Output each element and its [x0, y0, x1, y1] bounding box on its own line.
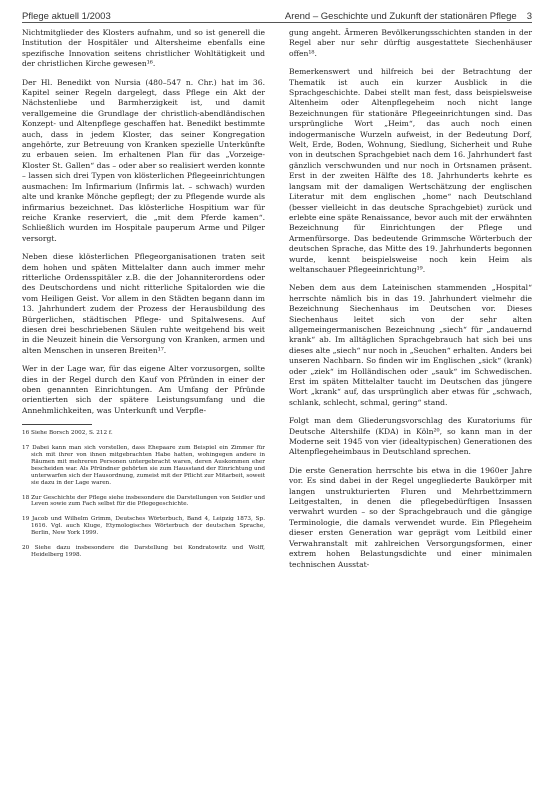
paragraph: Wer in der Lage war, für das eigene Alter vorzusorgen, sollte dies in der Regel durch den Kauf von Pfründen in einer der oben genannten Einrichtungen. Am Umfang der Pfründe orientierten sich der spätere Leistungsumfang und die Annehmlichkeiten, was Unterkunft und Verpfle- [22, 364, 265, 415]
running-header [22, 6, 532, 23]
footnote: 19 Jacob und Wilhelm Grimm, Deutsches Wörterbuch, Band 4, Leipzig 1873, Sp. 1616. Vgl. auch Kluge, Etymologisches Wörterbuch der deutschen Sprache, Berlin, New York 1999. [22, 516, 265, 537]
paragraph: Die erste Generation herrschte bis etwa in die 1960er Jahre vor. Es sind dabei in der Regel ungegliederte Baukörper mit langen unstrukturierten Fluren und Mehrbettzimmern Leitgestalten, in denen die pflegebedürftigen Insassen verwahrt wurden – so der Sprachgebrauch und die gängige Terminologie, die damals verwendet wurde. Ein Pflegeheim dieser ersten Generation war geprägt vom Leitbild einer Verwahranstalt mit zahlreichen Versorgungsformen, einer extrem hohen Belastungsdichte und einer minimalen technischen Ausstat- [289, 465, 532, 569]
footnote: 18 Zur Geschichte der Pflege siehe insbesondere die Darstellungen von Seidler und Leven sowie zum Fach selbst für die Pflegegeschichte. [22, 494, 265, 508]
header-right [285, 11, 532, 22]
footnote: 16 Siehe Borsch 2002, S. 212 f. [22, 430, 113, 437]
left-column [22, 28, 265, 567]
footnotes [22, 424, 265, 559]
page-number: 3 [526, 11, 532, 22]
article-title: Arend – Geschichte und Zukunft der stationären Pflege [284, 11, 517, 22]
paragraph: Nichtmitglieder des Klosters aufnahm, und so ist generell die Institution der Hospitäler und Altersheime ebenfalls eine spezifische Innovation seitens christlicher Wohltätigkeit und der christlichen Kirche gewesen¹⁶. [22, 28, 265, 69]
paragraph: gung angeht. Ärmeren Bevölkerungsschichten standen in der Regel aber nur sehr dürftig ausgestattete Siechenhäuser offen¹⁸. [289, 28, 532, 58]
paragraph: Neben dem aus dem Lateinischen stammenden „Hospital“ herrschte nämlich bis in das 19. Jahrhundert vielmehr die Bezeichnung Siechenhaus im Deutschen vor. Dieses Siechenhaus leitet sich von der sehr alten allgemeingermanischen Bezeichnung „siech“ für „andauernd krank“ ab. Im alltäglichen Sprachgebrauch hat sich bei uns dieses alte „siech“ nur noch in „Seuchen“ erhalten. Anders bei unseren Nachbarn. So finden wir im Englischen „sick“ (krank) oder „ziek“ im Holländischen oder „sauk“ im Schwedischen. Erst im späten Mittelalter taucht im Deutschen das jüngere Wort „krank“ auf, das ursprünglich aber etwas für „schwach, schlank, schlecht, schmal, gering“ stand. [289, 283, 532, 407]
paragraph: Folgt man dem Gliederungsvorschlag des Kuratoriums für Deutsche Altershilfe (KDA) in Köln²⁰, so kann man in der Moderne seit 1945 von vier (idealtypischen) Generationen des Altenpflegeheimbaus in Deutschland sprechen. [289, 416, 532, 457]
paragraph: Der Hl. Benedikt von Nursia (480–547 n. Chr.) hat im 36. Kapitel seiner Regeln dargelegt, dass Pflege ein Akt der Nächstenliebe und Barmherzigkeit ist, und damit verallgemeine die Grundlage der christlich-abendländischen Konzept- und Altenpflege geschaffen hat. Benedikt bestimmte auch, dass in jedem Kloster, das seiner Kongregation angehörte, zur Betreuung von Kranken spezielle Unterkünfte zu erbauen seien. Im erhaltenen Plan für das „Vorzeige-Kloster St. Gallen“ das – oder aber so realisiert werden konnte – lassen sich drei Typen von klösterlichen Pflegeeinrichtungen ausmachen: Im Infirmarium (Infirmis lat. – schwach) wurden alte und kranke Mönche gepflegt; der zu Pflegende wurde als infirmarius bezeichnet. Das klösterliche Hospitium war für reiche Kranke reserviert, die „mit dem Pferde kamen“. Schließlich wurden im Hospitale pauperum Arme und Pilger versorgt. [22, 77, 265, 243]
footnote-divider [22, 424, 92, 425]
journal-title: Pflege aktuell 1/2003 [22, 11, 111, 22]
footnote: 20 Siehe dazu insbesondere die Darstellung bei Kondratowitz und Wolff, Heidelberg 1998. [22, 545, 265, 558]
right-column [289, 28, 532, 578]
footnote: 17 Dabei kann man sich vorstellen, dass Ehepaare zum Beispiel ein Zimmer für sich mit ihrer von ihnen mitgebrachten Habe hatten, wohingegen andere in Räumen mit mehreren Personen untergebracht waren, deren Auskommen eher bescheiden war. Als Pfründner gehörten sie zum Hausstand der Einrichtung und unterwarfen sich der Hausordnung, zumeist mit der Pflicht zur Mitarbeit, soweit sie dazu in der Lage waren. [22, 445, 265, 486]
paragraph: Bemerkenswert und hilfreich bei der Betrachtung der Thematik ist auch ein kurzer Ausblick in die Sprachgeschichte. Dabei stellt man fest, dass beispielsweise Altenheim oder Altenpflegeheim noch nicht lange Bezeichnungen für stationäre Pflegeeinrichtungen sind. Das ursprüngliche Wort „Heim“, das auch noch einen indogermanische Wurzeln aufweist, in der Bedeutung Dorf, Welt, Erde, Boden, Wohnung, Siedlung, Sicherheit und Ruhe von in deutschen Sprachgebiet nach dem 16. Jahrhundert fast gänzlich verschwunden und nur noch in Ortsnamen präsent. Erst in der zweiten Hälfte des 18. Jahrhunderts kehrte es langsam mit der damaligen Wertschätzung der englischen Literatur mit dem englischen „home“ nach Deutschland (besser vielleicht in das deutsche Sprachgebiet) zurück und erlebte eine späte Renaissance, bevor auch mit der erwähnten Bezeichnung für Einrichtungen der Pflege und Armenfürsorge. Das bedeutende Grimmsche Wörterbuch der deutschen Sprache, das Mitte des 19. Jahrhunderts begonnen wurde, kennt beispielsweise noch kein Heim als weltanschauer Pflegeeinrichtung¹⁹. [289, 67, 532, 274]
paragraph: Neben diese klösterlichen Pflegeorganisationen traten seit dem hohen und späten Mittelalter dann auch immer mehr ritterliche Ordensspitäler z.B. die der Johanniterordens oder des Deutschordens und nicht ritterliche Spitalorden wie die vom Heiligen Geist. Vor allem in den Städten begann dann im 13. Jahrhundert zudem der Prozess der Herausbildung des Bürgerlichen, städtischen Pflege- und Spitalwesens. Auf diesen drei beschriebenen Säulen ruhte weitgehend bis weit in die Neuzeit hinein die Versorgung von Kranken, armen und alten Menschen in unseren Breiten¹⁷. [22, 252, 265, 355]
